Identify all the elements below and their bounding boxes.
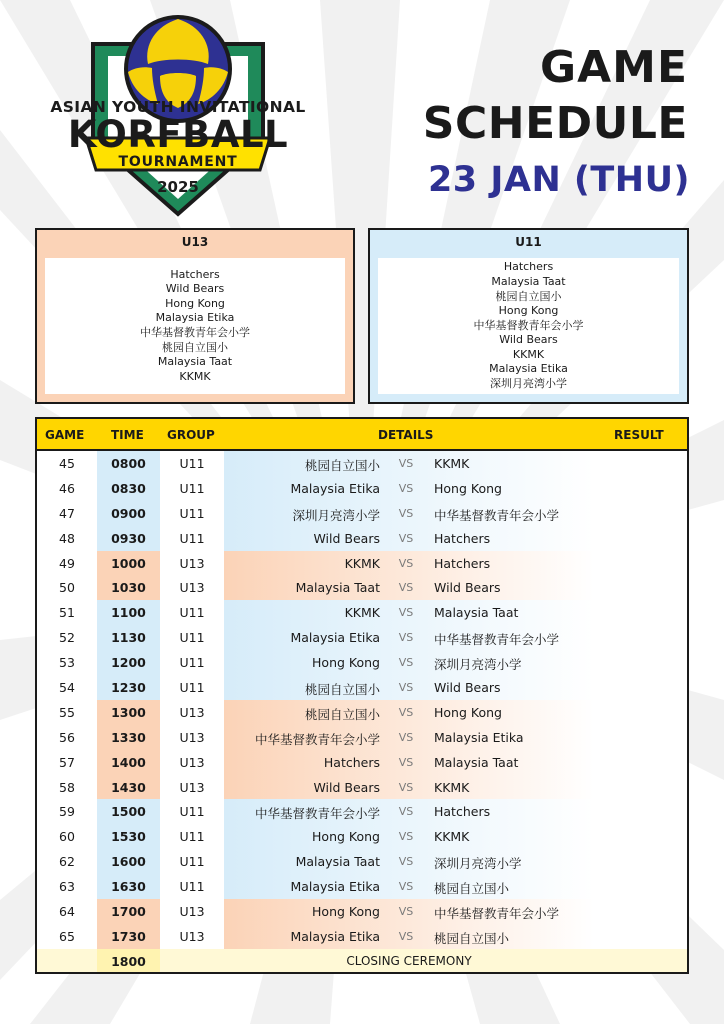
logo-title-line1: ASIAN YOUTH INVITATIONAL	[50, 98, 306, 116]
game-group: U11	[179, 505, 205, 521]
vs-label: VS	[398, 830, 414, 844]
game-number: 54	[59, 680, 75, 696]
header-group: GROUP	[167, 428, 215, 442]
home-team: 桃园自立国小	[304, 706, 380, 722]
game-number: 63	[59, 879, 75, 895]
home-team: 桃园自立国小	[304, 458, 380, 473]
table-row	[37, 899, 687, 924]
home-team: Malaysia Taat	[295, 854, 380, 870]
team-name: Malaysia Etika	[489, 362, 568, 376]
header-time: TIME	[111, 428, 144, 442]
away-team: Malaysia Etika	[434, 729, 524, 745]
vs-label: VS	[398, 457, 414, 470]
vs-label: VS	[398, 581, 414, 595]
table-row	[37, 600, 687, 625]
home-team: 中华基督教青年会小学	[254, 731, 380, 747]
home-team: Malaysia Taat	[295, 580, 380, 596]
table-row	[37, 551, 687, 576]
game-number: 55	[59, 704, 75, 720]
logo-title-line3: TOURNAMENT	[118, 154, 238, 170]
vs-label: VS	[398, 481, 414, 495]
home-team: KKMK	[344, 605, 380, 621]
away-team: 中华基督教青年会小学	[434, 632, 560, 648]
table-row	[37, 625, 687, 650]
away-team: KKMK	[434, 456, 470, 471]
game-time: 1230	[111, 680, 146, 696]
vs-label: VS	[398, 730, 414, 744]
table-row	[37, 501, 687, 526]
game-number: 52	[59, 630, 75, 646]
game-number: 49	[59, 555, 75, 571]
vs-label: VS	[398, 905, 414, 919]
game-time: 1430	[111, 779, 146, 795]
away-team: Hatchers	[434, 555, 491, 571]
team-name: Wild Bears	[499, 333, 558, 347]
home-team: Hong Kong	[312, 655, 380, 671]
game-number: 60	[59, 829, 75, 845]
away-team: 深圳月亮湾小学	[434, 657, 522, 673]
table-row	[37, 476, 687, 501]
table-row	[37, 874, 687, 899]
logo-title-line2: KORFBALL	[67, 113, 289, 156]
table-row	[37, 650, 687, 675]
away-team: 桃园自立国小	[434, 881, 510, 897]
team-name: Hatchers	[503, 260, 554, 274]
vs-label: VS	[398, 681, 414, 695]
away-team: KKMK	[434, 779, 470, 795]
group-title: U11	[515, 235, 542, 249]
game-time: 1030	[111, 580, 146, 596]
away-team: Wild Bears	[434, 680, 501, 696]
team-name: 中华基督教青年会小学	[140, 326, 250, 339]
game-time: 1500	[111, 804, 146, 820]
table-body	[37, 451, 687, 974]
vs-label: VS	[398, 631, 414, 645]
game-group: U11	[179, 680, 205, 696]
game-group: U13	[179, 904, 205, 920]
home-team: Hatchers	[323, 754, 380, 770]
game-group: U13	[179, 555, 205, 571]
table-row	[37, 700, 687, 725]
team-name: Hatchers	[170, 267, 220, 281]
away-team: 深圳月亮湾小学	[434, 856, 522, 872]
home-team: Wild Bears	[313, 530, 380, 546]
logo-year: 2025	[157, 178, 199, 196]
team-name: 桃园自立国小	[495, 289, 562, 303]
game-number: 58	[59, 779, 75, 795]
group-box-u11	[368, 228, 689, 404]
game-group: U11	[179, 456, 205, 471]
vs-label: VS	[398, 656, 414, 670]
game-group: U11	[179, 605, 205, 621]
away-team: KKMK	[434, 829, 470, 845]
table-row	[37, 526, 687, 551]
game-time: 1630	[111, 879, 146, 895]
game-group: U13	[179, 580, 205, 596]
home-team: 深圳月亮湾小学	[292, 507, 380, 523]
team-name: Wild Bears	[165, 282, 225, 296]
game-number: 59	[59, 804, 75, 820]
vs-label: VS	[398, 506, 414, 520]
team-name: 桃园自立国小	[162, 340, 228, 354]
table-row	[37, 451, 687, 476]
vs-label: VS	[398, 531, 414, 545]
table-row	[37, 675, 687, 700]
game-number: 56	[59, 729, 75, 745]
team-name: Malaysia Etika	[155, 311, 235, 325]
game-group: U11	[179, 630, 205, 646]
schedule-date: 23 JAN (THU)	[427, 160, 690, 200]
away-team: 中华基督教青年会小学	[434, 507, 560, 523]
table-row	[37, 849, 687, 874]
table-row	[37, 824, 687, 849]
game-time: 0930	[111, 530, 146, 546]
game-group: U13	[179, 704, 205, 720]
closing-ceremony-row	[37, 949, 687, 974]
vs-label: VS	[398, 606, 414, 620]
group-team-list	[45, 258, 345, 394]
home-team: Hong Kong	[312, 829, 380, 845]
group-box-u13	[35, 228, 355, 404]
game-group: U13	[179, 779, 205, 795]
table-row	[37, 775, 687, 800]
game-number: 45	[59, 456, 75, 471]
game-number: 65	[59, 928, 75, 944]
team-name: Hong Kong	[165, 296, 225, 310]
team-name: Malaysia Taat	[491, 274, 566, 288]
table-row	[37, 799, 687, 824]
game-group: U13	[179, 729, 205, 745]
table-header	[37, 419, 687, 451]
home-team: Malaysia Etika	[290, 630, 380, 646]
game-group: U11	[179, 530, 205, 546]
vs-label: VS	[398, 805, 414, 819]
game-time: 1200	[111, 655, 146, 671]
ceremony-label: CLOSING CEREMONY	[346, 953, 472, 968]
game-time: 0830	[111, 480, 146, 496]
away-team: Malaysia Taat	[434, 754, 519, 770]
team-name: Malaysia Taat	[157, 355, 233, 369]
team-name: 深圳月亮湾小学	[490, 377, 567, 391]
vs-label: VS	[398, 556, 414, 570]
team-name: KKMK	[512, 347, 545, 361]
group-title: U13	[181, 235, 209, 249]
game-number: 46	[59, 480, 75, 496]
game-number: 53	[59, 655, 75, 671]
away-team: Hong Kong	[434, 704, 502, 720]
header-result: RESULT	[614, 428, 664, 442]
home-team: Malaysia Etika	[290, 928, 380, 944]
game-number: 48	[59, 530, 75, 546]
game-group: U13	[179, 928, 205, 944]
game-time: 1600	[111, 854, 146, 870]
game-group: U11	[179, 879, 205, 895]
game-time: 1130	[111, 630, 146, 646]
home-team: Malaysia Etika	[290, 879, 380, 895]
game-number: 51	[59, 605, 75, 621]
game-number: 50	[59, 580, 75, 596]
vs-label: VS	[398, 780, 414, 794]
game-time: 1330	[111, 729, 146, 745]
vs-label: VS	[398, 705, 414, 719]
game-group: U11	[179, 829, 205, 845]
game-number: 62	[59, 854, 75, 870]
table-row	[37, 924, 687, 949]
schedule-table	[35, 417, 689, 974]
tournament-logo	[28, 14, 328, 219]
game-time: 1100	[111, 605, 146, 621]
game-time: 0900	[111, 505, 146, 521]
page-title-line1: GAME	[539, 42, 688, 93]
away-team: Hatchers	[434, 804, 491, 820]
home-team: Malaysia Etika	[290, 480, 380, 496]
page-title-line2: SCHEDULE	[422, 98, 688, 149]
home-team: Hong Kong	[312, 904, 380, 920]
team-name: KKMK	[179, 369, 211, 383]
away-team: Malaysia Taat	[434, 605, 519, 621]
game-time: 1530	[111, 829, 146, 845]
home-team: Wild Bears	[313, 779, 380, 795]
ceremony-time: 1800	[111, 953, 146, 969]
vs-label: VS	[398, 855, 414, 869]
vs-label: VS	[398, 929, 414, 943]
table-row	[37, 725, 687, 750]
home-team: 桃园自立国小	[304, 682, 380, 698]
game-time: 1000	[111, 555, 146, 571]
table-row	[37, 575, 687, 600]
game-group: U11	[179, 804, 205, 820]
group-team-list	[378, 258, 679, 394]
team-name: Hong Kong	[498, 304, 559, 318]
header-details: DETAILS	[378, 428, 434, 442]
header-game: GAME	[45, 428, 85, 442]
game-group: U11	[179, 655, 205, 671]
game-time: 1700	[111, 904, 146, 920]
game-group: U13	[179, 754, 205, 770]
vs-label: VS	[398, 880, 414, 894]
away-team: Hatchers	[434, 530, 491, 546]
home-team: KKMK	[344, 555, 380, 571]
vs-label: VS	[398, 755, 414, 769]
away-team: 桃园自立国小	[434, 930, 510, 946]
game-time: 1300	[111, 704, 146, 720]
game-number: 47	[59, 505, 75, 521]
game-number: 64	[59, 904, 75, 920]
home-team: 中华基督教青年会小学	[254, 806, 380, 822]
away-team: Hong Kong	[434, 480, 502, 496]
game-time: 0800	[111, 456, 146, 471]
table-row	[37, 750, 687, 775]
game-number: 57	[59, 754, 75, 770]
game-group: U11	[179, 480, 205, 496]
team-name: 中华基督教青年会小学	[473, 318, 584, 332]
game-time: 1400	[111, 754, 146, 770]
away-team: Wild Bears	[434, 580, 501, 596]
game-group: U11	[179, 854, 205, 870]
game-time: 1730	[111, 928, 146, 944]
away-team: 中华基督教青年会小学	[434, 906, 560, 922]
